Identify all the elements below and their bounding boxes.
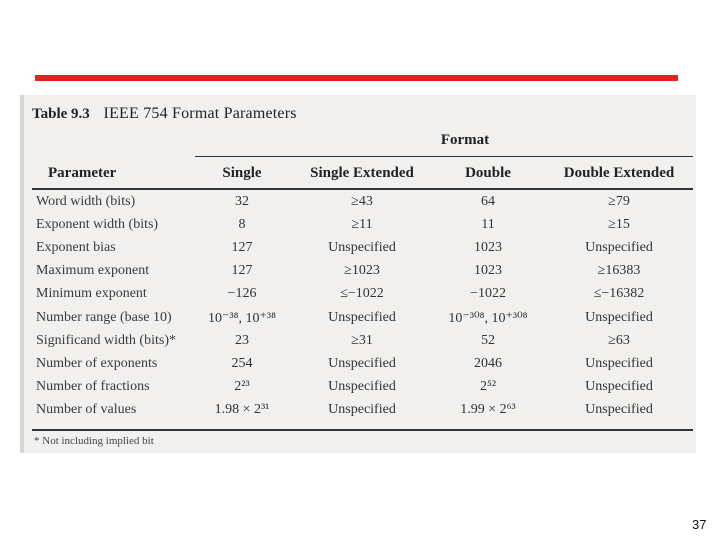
header-single: Single (222, 165, 262, 181)
cell-single-extended: Unspecified (328, 401, 396, 417)
cell-single-extended: Unspecified (328, 355, 396, 371)
table-row (20, 333, 696, 356)
header-rule (32, 188, 693, 190)
table-row (20, 240, 696, 263)
cell-double: 64 (481, 194, 495, 209)
page-number: 37 (692, 517, 707, 532)
table-row (20, 379, 696, 402)
cell-single-extended: Unspecified (328, 309, 396, 325)
cell-double-extended: ≥79 (608, 194, 630, 209)
cell-double-extended: ≥63 (608, 332, 630, 348)
header-double: Double (465, 165, 511, 181)
cell-parameter: Number of values (36, 401, 137, 417)
cell-parameter: Minimum exponent (36, 286, 147, 302)
table-image (20, 95, 696, 453)
cell-single: 127 (231, 240, 253, 256)
cell-double: 1.99 × 2⁶³ (460, 401, 516, 417)
cell-single: 32 (235, 194, 249, 209)
table-row (20, 356, 696, 379)
cell-double-extended: Unspecified (585, 309, 653, 325)
cell-single-extended: ≥43 (351, 194, 373, 209)
cell-single-extended: Unspecified (328, 378, 396, 394)
cell-double-extended: ≤−16382 (593, 286, 645, 302)
cell-double-extended: Unspecified (585, 378, 653, 394)
table-caption-title: IEEE 754 Format Parameters (103, 105, 297, 122)
cell-single: 127 (231, 263, 253, 279)
cell-parameter: Significand width (bits)* (36, 332, 176, 348)
cell-double-extended: ≥15 (608, 217, 630, 233)
cell-double: −1022 (470, 286, 506, 302)
cell-parameter: Word width (bits) (36, 194, 136, 209)
cell-parameter: Number range (base 10) (36, 309, 172, 325)
cell-single: 2²³ (234, 378, 250, 394)
cell-single: 10⁻³⁸, 10⁺³⁸ (208, 310, 276, 326)
cell-double-extended: Unspecified (585, 401, 653, 417)
cell-single-extended: ≤−1022 (340, 286, 384, 302)
cell-parameter: Maximum exponent (36, 263, 150, 279)
group-header-rule (195, 156, 693, 157)
cell-double: 1023 (474, 240, 502, 256)
cell-double: 2⁵² (479, 378, 497, 394)
cell-double-extended: ≥16383 (597, 263, 641, 279)
cell-double: 52 (481, 332, 495, 348)
table-row (20, 217, 696, 240)
table-footnote: * Not including implied bit (34, 435, 154, 447)
cell-single: 254 (231, 355, 253, 371)
cell-double: 2046 (474, 355, 502, 371)
cell-double-extended: Unspecified (585, 240, 653, 256)
cell-parameter: Exponent bias (36, 240, 116, 256)
cell-single-extended: Unspecified (328, 240, 396, 256)
cell-parameter: Number of exponents (36, 355, 158, 371)
cell-parameter: Number of fractions (36, 378, 150, 394)
cell-single-extended: ≥11 (351, 217, 373, 233)
cell-single: 1.98 × 2³¹ (214, 401, 270, 417)
header-parameter: Parameter (48, 165, 117, 181)
table-row (20, 402, 696, 425)
table-row (20, 286, 696, 309)
table-row (20, 263, 696, 286)
table-row (20, 310, 696, 333)
header-double-extended: Double Extended (563, 165, 675, 181)
cell-single: 23 (235, 332, 249, 348)
cell-double: 1023 (474, 263, 502, 279)
cell-double: 11 (481, 217, 495, 233)
cell-single: 8 (238, 217, 246, 233)
cell-parameter: Exponent width (bits) (36, 217, 159, 233)
table-row (20, 194, 696, 217)
title-accent-bar (35, 75, 678, 81)
table-caption (32, 105, 297, 123)
cell-double: 10⁻³⁰⁸, 10⁺³⁰⁸ (448, 310, 528, 326)
bottom-rule (32, 429, 693, 431)
cell-single-extended: ≥31 (351, 332, 373, 348)
column-group-header: Format (440, 132, 490, 148)
cell-double-extended: Unspecified (585, 355, 653, 371)
table-caption-label: Table 9.3 (32, 106, 90, 122)
cell-single-extended: ≥1023 (344, 263, 380, 279)
header-single-extended: Single Extended (310, 165, 414, 181)
cell-single: −126 (227, 286, 257, 302)
